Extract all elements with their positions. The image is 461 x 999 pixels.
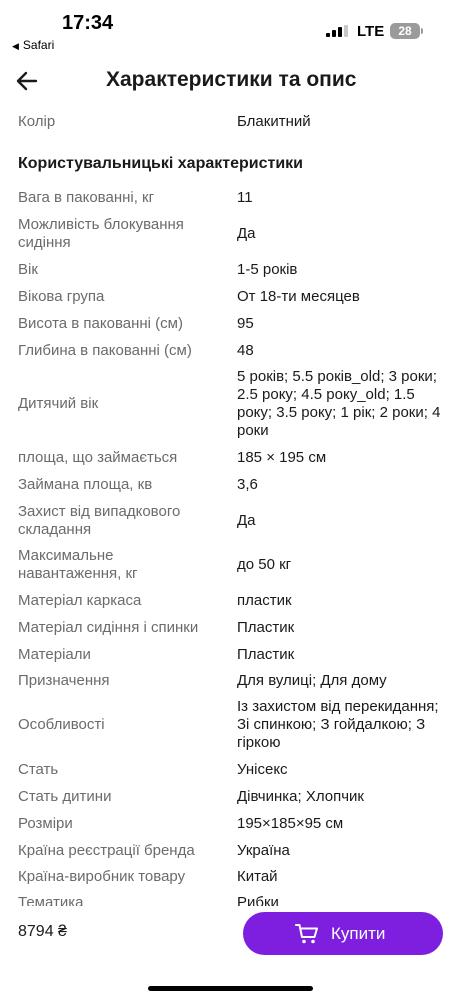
- spec-label: Вік: [18, 261, 38, 278]
- page-title: Характеристики та опис: [106, 68, 357, 91]
- spec-value: Україна: [237, 842, 290, 859]
- spec-value: От 18-ти месяцев: [237, 288, 360, 305]
- spec-label: Максимальне навантаження, кг: [18, 547, 138, 582]
- spec-label: Колір: [18, 113, 56, 130]
- spec-label: площа, що займається: [18, 449, 178, 466]
- spec-value: Із захистом від перекидання; Зі спинкою; З гойдалкою; З гіркою: [237, 698, 439, 751]
- section-title: Користувальницькі характеристики: [18, 155, 304, 172]
- spec-label: Призначення: [18, 672, 110, 689]
- spec-value: Дівчинка; Хлопчик: [237, 788, 364, 805]
- specs-content[interactable]: [0, 106, 461, 906]
- spec-value: до 50 кг: [237, 556, 292, 573]
- spec-value: Унісекс: [237, 761, 288, 778]
- status-time: 17:34: [62, 12, 114, 34]
- spec-label: Глибина в пакованні (см): [18, 342, 192, 359]
- spec-value: 195×185×95 см: [237, 815, 344, 832]
- arrow-left-icon[interactable]: [14, 68, 40, 94]
- spec-label: Тематика: [18, 894, 84, 906]
- spec-label: Захист від випадкового складання: [18, 503, 181, 538]
- spec-value: 11: [237, 189, 253, 206]
- spec-label: Країна-виробник товару: [18, 868, 186, 885]
- spec-label: Особливості: [18, 716, 105, 733]
- spec-label: Вага в пакованні, кг: [18, 189, 155, 206]
- home-indicator[interactable]: [148, 986, 313, 991]
- spec-label: Можливість блокування сидіння: [18, 216, 184, 251]
- spec-label: Країна реєстрації бренда: [18, 842, 195, 859]
- spec-value: пластик: [237, 592, 292, 609]
- spec-value: Да: [237, 512, 256, 529]
- spec-value: Пластик: [237, 619, 295, 636]
- spec-value: Блакитний: [237, 113, 311, 130]
- page-header: [0, 56, 461, 106]
- spec-value: 95: [237, 315, 254, 332]
- bottom-bar: [0, 906, 461, 999]
- spec-value: Китай: [237, 868, 278, 885]
- spec-value: Пластик: [237, 646, 295, 663]
- spec-label: Стать: [18, 761, 59, 778]
- spec-value: Да: [237, 225, 256, 242]
- spec-value: 5 років; 5.5 років_old; 3 роки; 2.5 року; 4.5 року_old; 1.5 року; 3.5 року; 1 рік; 2 роки; 4 роки: [237, 368, 441, 439]
- signal-icon: [326, 25, 348, 37]
- buy-button-label: Купити: [331, 924, 386, 943]
- status-bar: [0, 0, 461, 56]
- spec-label: Розміри: [18, 815, 73, 832]
- spec-value: 48: [237, 342, 254, 359]
- spec-label: Дитячий вік: [18, 395, 99, 412]
- spec-value: 1-5 років: [237, 261, 298, 278]
- back-to-safari-link[interactable]: [12, 38, 54, 52]
- spec-value: Рибки: [237, 894, 279, 906]
- battery-tip: [421, 28, 423, 34]
- spec-label: Вікова група: [18, 288, 105, 305]
- spec-value: 185 × 195 см: [237, 449, 327, 466]
- spec-label: Матеріали: [18, 646, 91, 663]
- spec-value: 3,6: [237, 476, 258, 493]
- price-label: 8794 ₴: [18, 923, 67, 940]
- back-app-label: Safari: [22, 38, 55, 52]
- spec-label: Займана площа, кв: [18, 476, 153, 493]
- battery-icon: 28: [390, 23, 420, 39]
- spec-label: Матеріал сидіння і спинки: [18, 619, 199, 636]
- spec-label: Матеріал каркаса: [18, 592, 142, 609]
- back-triangle-icon: ◀: [12, 41, 19, 51]
- spec-label: Висота в пакованні (см): [18, 315, 183, 332]
- spec-value: Для вулиці; Для дому: [237, 672, 387, 689]
- spec-label: Стать дитини: [18, 788, 112, 805]
- buy-button[interactable]: [243, 912, 443, 955]
- network-label: LTE: [357, 23, 385, 40]
- cart-icon: [295, 923, 319, 945]
